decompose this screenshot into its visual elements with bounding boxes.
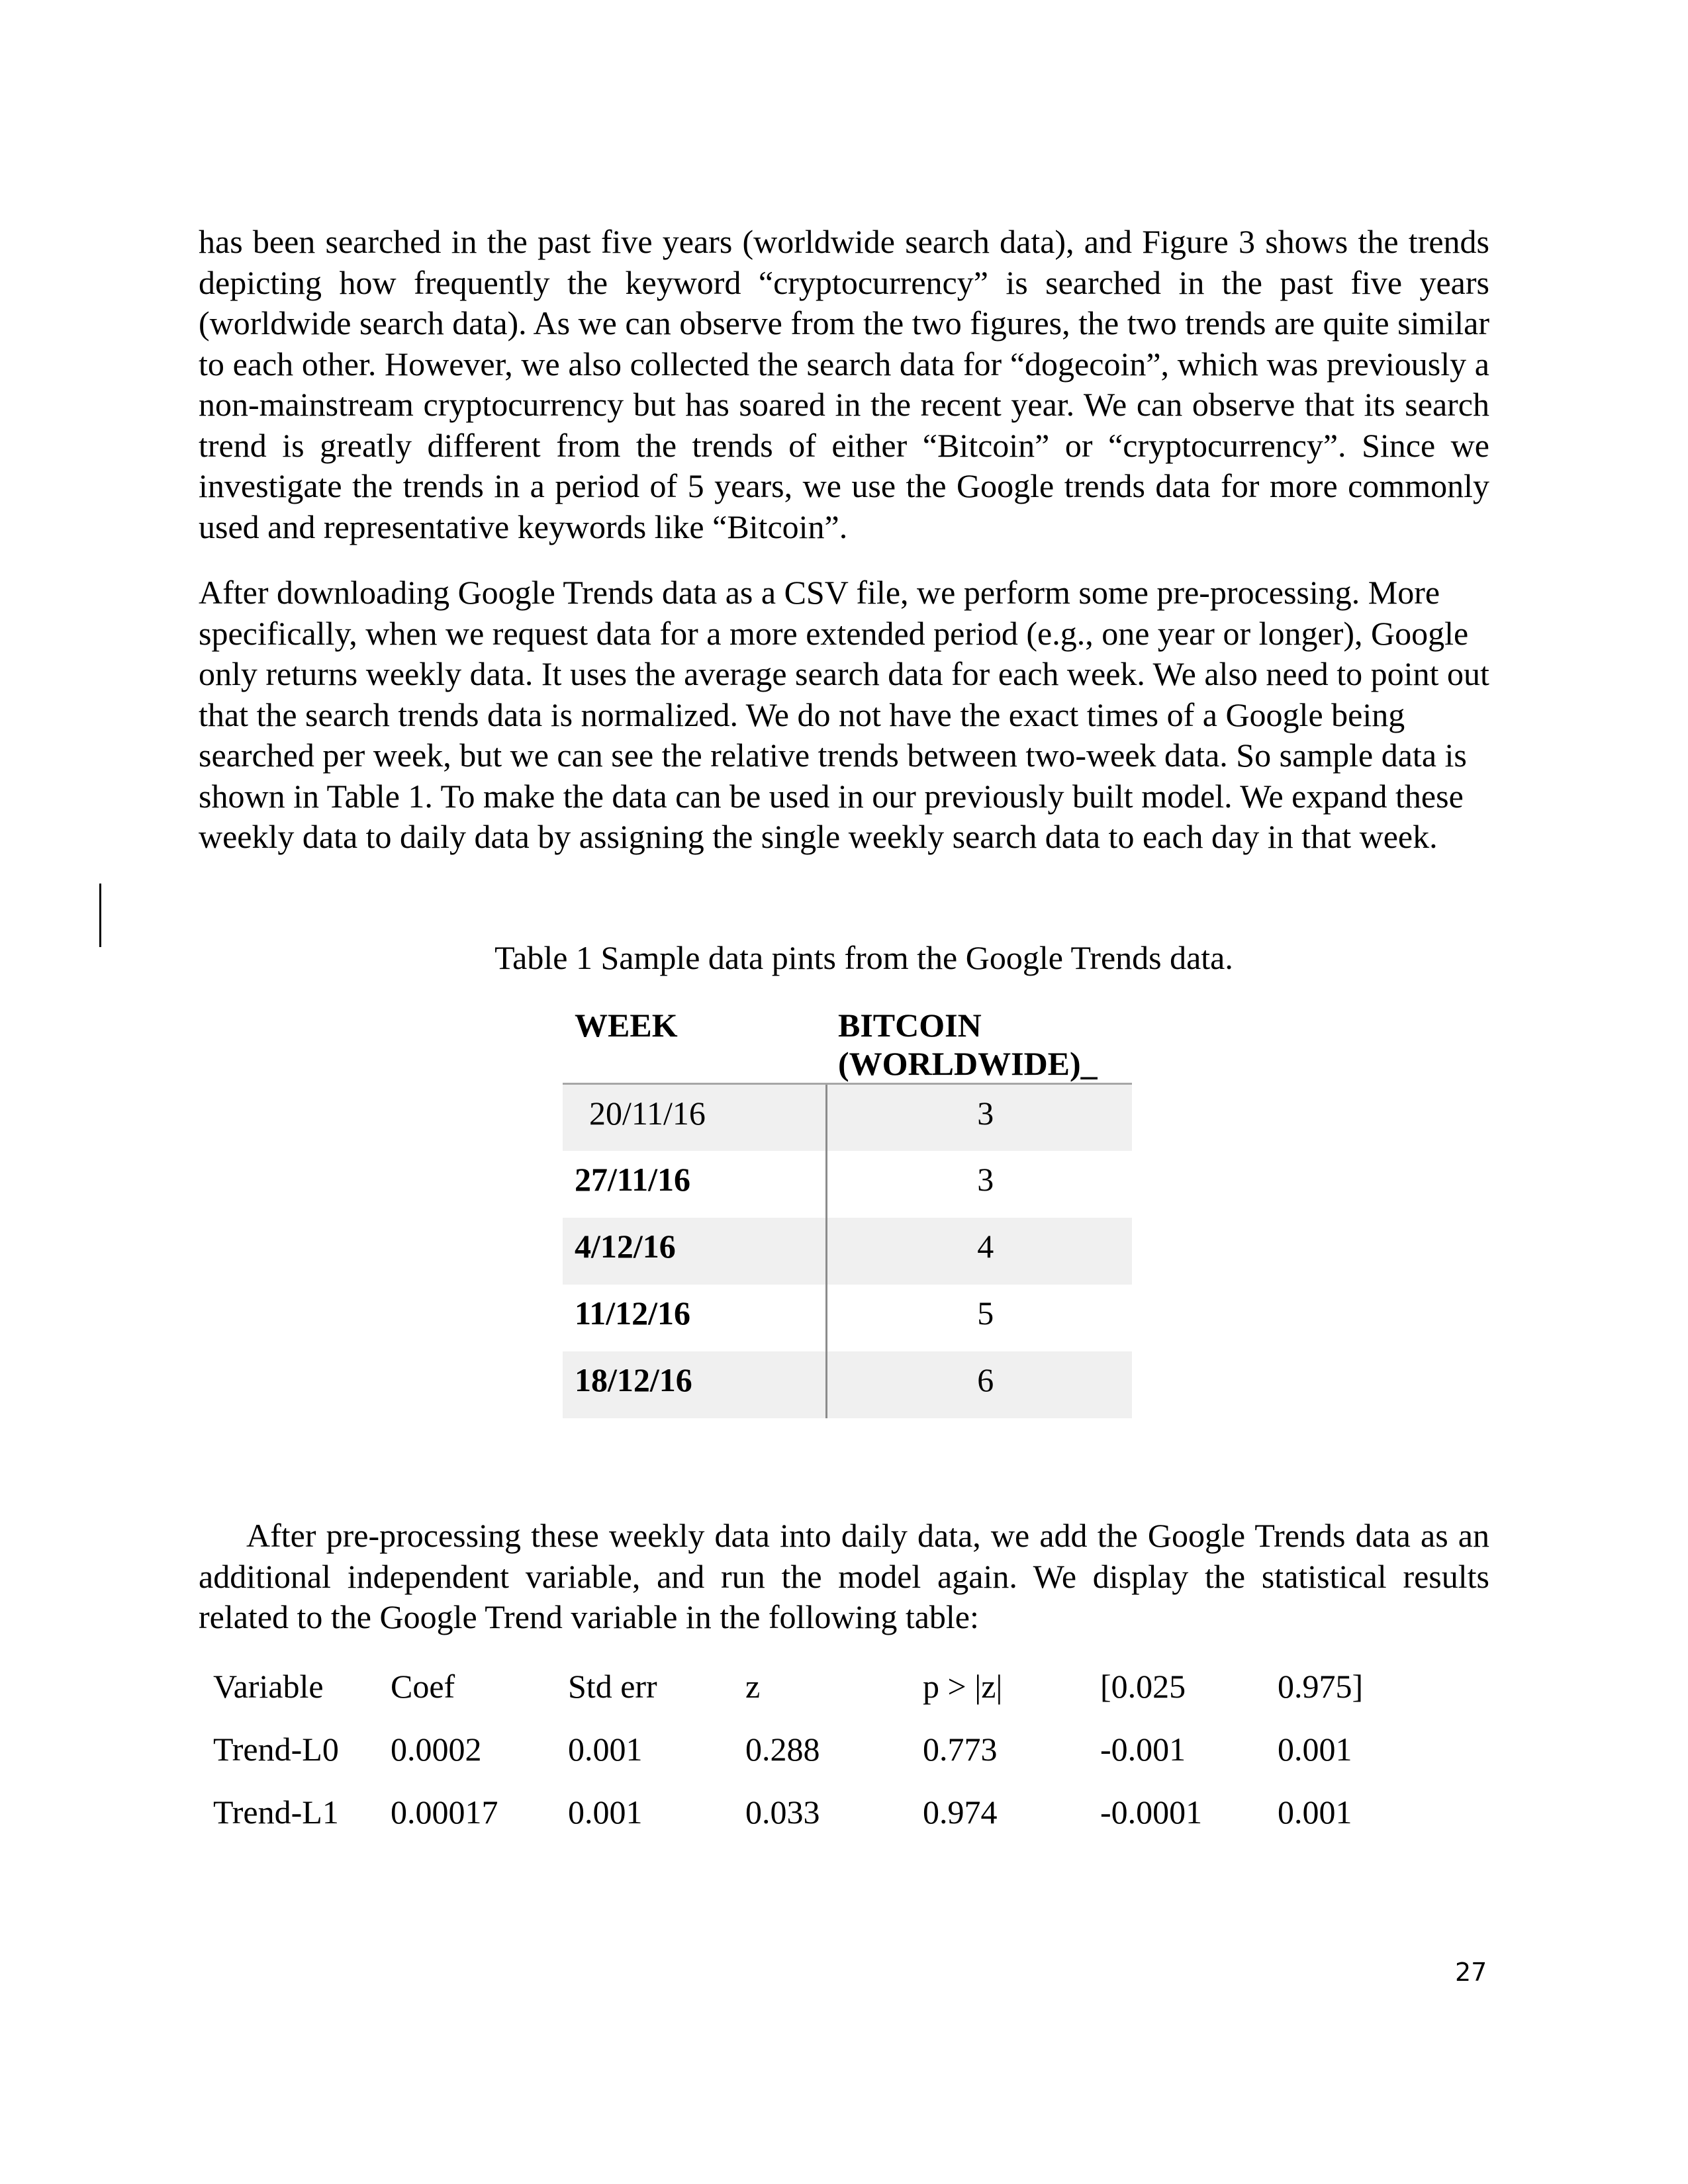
header-ci-upper: 0.975] (1278, 1667, 1364, 1705)
page-number: 27 (1455, 1958, 1487, 1987)
header-std-err: Std err (568, 1667, 657, 1705)
week-cell: 20/11/16 (563, 1084, 826, 1151)
cell-variable: Trend-L1 (213, 1793, 339, 1831)
google-trends-sample-table (563, 1006, 1132, 1418)
cell-ci-lower: -0.0001 (1100, 1793, 1203, 1831)
cell-std-err: 0.001 (568, 1730, 643, 1768)
cell-coef: 0.00017 (391, 1793, 498, 1831)
cell-ci-upper: 0.001 (1278, 1730, 1352, 1768)
cell-ci-lower: -0.001 (1100, 1730, 1186, 1768)
cell-variable: Trend-L0 (213, 1730, 339, 1768)
body-paragraph-1: has been searched in the past five years (worldwide search data), and Figure 3 shows the trends depicting how frequently the keyword “cryptocurrency” is searched in the past five years (worldwide search data). As we can observe from the two figures, the two trends are quite similar to each other. However, we also collected the search data for “dogecoin”, which was previously a non-mainstream cryptocurrency but has soared in the recent year. We can observe that its search trend is greatly different from the trends of either “Bitcoin” or “cryptocurrency”. Since we investigate the trends in a period of 5 years, we use the Google trends data for more commonly used and representative keywords like “Bitcoin”. (199, 223, 1489, 545)
table-row (563, 1351, 1132, 1418)
table-row (563, 1218, 1132, 1285)
header-bitcoin-worldwide: BITCOIN (WORLDWIDE)_ (826, 1006, 1132, 1084)
table-row (563, 1151, 1132, 1218)
cell-p-value: 0.773 (923, 1730, 998, 1768)
cell-p-value: 0.974 (923, 1793, 998, 1831)
regression-results-table (205, 1655, 1410, 1843)
table-row (563, 1084, 1132, 1151)
header-ci-lower: [0.025 (1100, 1667, 1186, 1705)
table-row (205, 1717, 1410, 1780)
table1-caption: Table 1 Sample data pints from the Google Trends data. (494, 939, 1233, 976)
week-cell: 4/12/16 (563, 1218, 826, 1285)
header-p-value: p > |z| (923, 1667, 1003, 1705)
value-cell: 3 (826, 1151, 1132, 1218)
header-coef: Coef (391, 1667, 455, 1705)
week-cell: 11/12/16 (575, 1294, 691, 1332)
table-row (563, 1285, 1132, 1351)
cell-ci-upper: 0.001 (1278, 1793, 1352, 1831)
value-cell: 5 (826, 1285, 1132, 1351)
week-cell: 18/12/16 (563, 1351, 826, 1418)
body-paragraph-2: After downloading Google Trends data as a CSV file, we perform some pre-processing. More specifically, when we request data for a more extended period (e.g., one year or longer), Google only returns weekly data. It uses the average search data for each week. We also need to point out that the search trends data is normalized. We do not have the exact times of a Google being searched per week, but we can see the relative trends between two-week data. So sample data is shown in Table 1. To make the data can be used in our previously built model. We expand these weekly data to daily data by assigning the single weekly search data to each day in that week. (199, 574, 1489, 855)
text-cursor-bar (99, 884, 101, 947)
table-header-row (205, 1655, 1410, 1717)
body-paragraph-3: After pre-processing these weekly data into daily data, we add the Google Trends data as an additional independent variable, and run the model again. We display the statistical results related to the Google Trend variable in the following table: (199, 1517, 1489, 1635)
table-row (205, 1780, 1410, 1843)
week-cell: 27/11/16 (575, 1160, 691, 1198)
header-week: WEEK (563, 1006, 826, 1084)
value-cell: 4 (826, 1218, 1132, 1285)
cell-z: 0.033 (745, 1793, 820, 1831)
cell-z: 0.288 (745, 1730, 820, 1768)
value-cell: 6 (826, 1351, 1132, 1418)
header-variable: Variable (213, 1667, 324, 1705)
header-z: z (745, 1667, 761, 1705)
cell-std-err: 0.001 (568, 1793, 643, 1831)
cell-coef: 0.0002 (391, 1730, 482, 1768)
value-cell: 3 (826, 1084, 1132, 1151)
